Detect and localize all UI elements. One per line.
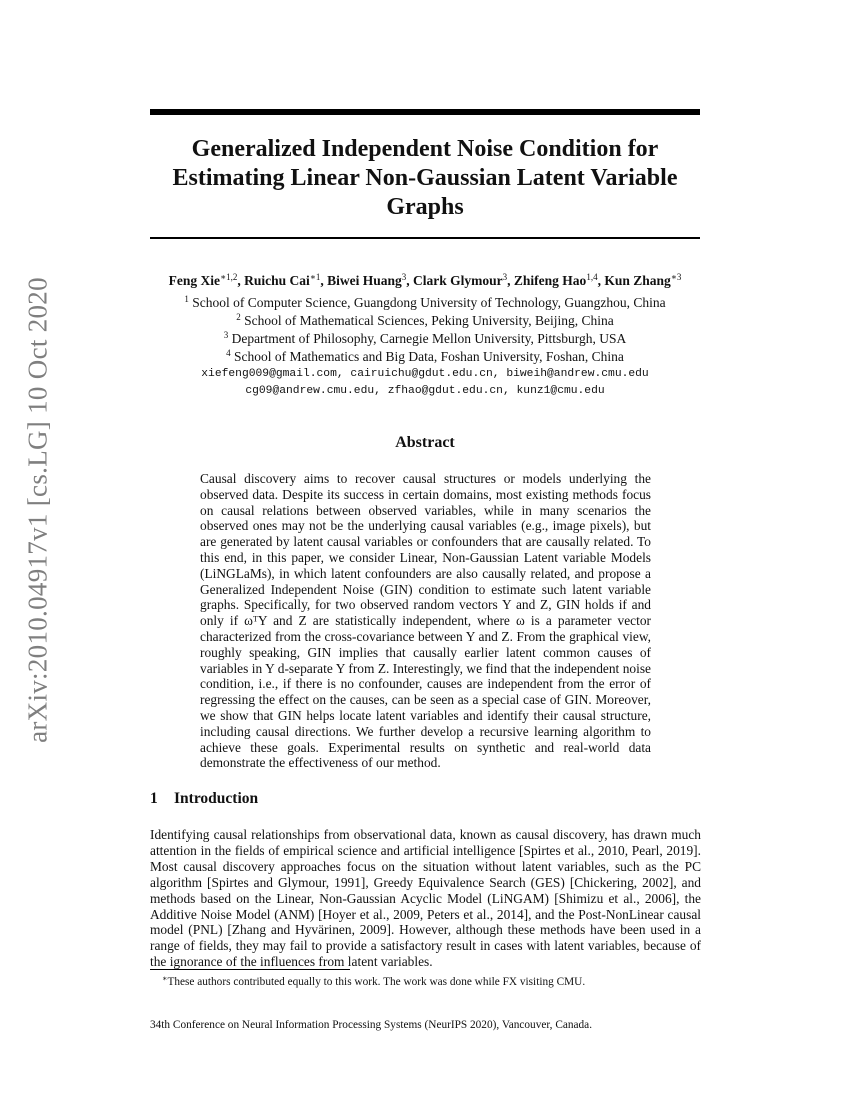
author: Clark Glymour$^3$, [413,272,514,288]
footnote: ∗These authors contributed equally to this work. The work was done while FX visiting CMU. [162,974,586,988]
abstract-heading: Abstract [395,434,455,451]
author-list [150,273,700,289]
author: Feng Xie$^{∗1,2}$, [168,272,245,288]
author: Biwei Huang$^3$, [327,272,414,288]
paper-title: Generalized Independent Noise Condition for Estimating Linear Non-Gaussian Latent Variable Graphs [172,136,678,220]
footnote-rule [150,969,350,970]
affiliation: $^2$ School of Mathematical Sciences, Peking University, Beijing, China [236,312,614,328]
affiliation: $^4$ School of Mathematics and Big Data, Foshan University, Foshan, China [226,348,624,364]
author: Kun Zhang$^{∗3}$ [604,272,682,288]
author: Zhifeng Hao$^{1,4}$, [513,272,605,288]
conference-venue: 34th Conference on Neural Information Processing Systems (NeurIPS 2020), Vancouver, Canada. [150,1019,593,1031]
affiliation: $^1$ School of Computer Science, Guangdong University of Technology, Guangzhou, China [184,294,666,310]
title-bottom-rule [150,237,700,239]
arxiv-identifier: arXiv:2010.04917v1 [cs.LG] 10 Oct 2020 [22,277,53,743]
introduction-body: Identifying causal relationships from observational data, known as causal discovery, has drawn much attention in the fields of empirical science and artificial intelligence [Spirtes et al., 2010, Pearl, 2019]. Most causal discovery approaches focus on the situation without latent variables, such as the PC algorithm [Spirtes and Glymour, 1991], Greedy Equivalence Search (GES) [Chickering, 2002], and methods based on the Linear, Non-Gaussian Acyclic Model (LiNGAM) [Shimizu et al., 2006], the Additive Noise Model (ANM) [Hoyer et al., 2009, Peters et al., 2014], and the Post-NonLinear causal model (PNL) [Zhang and Hyvärinen, 2009]. However, although these methods have been used in a range of fields, they may fail to provide a satisfactory result in cases with latent variables, because of the ignorance of the influences from latent variables. [150,827,701,970]
email-list [150,366,700,400]
email-line: xiefeng009@gmail.com, cairuichu@gdut.edu.cn, biweih@andrew.cmu.edu [201,368,649,380]
title-top-rule [150,109,700,115]
affiliation: $^3$ Department of Philosophy, Carnegie Mellon University, Pittsburgh, USA [223,330,627,346]
section-heading: 1 Introduction [150,790,259,807]
affiliation-list [150,294,700,366]
author: Ruichu Cai$^{∗1}$, [244,272,328,288]
email-line: cg09@andrew.cmu.edu, zfhao@gdut.edu.cn, kunz1@cmu.edu [245,385,605,397]
abstract-body: Causal discovery aims to recover causal structures or models underlying the observed data. Despite its success in certain domains, most existing methods focus on causal relations between observed variables, while in many scenarios the observed ones may not be the underlying causal variables (e.g., image pixels), but are generated by latent causal variables or confounders that are causally related. To this end, in this paper, we consider Linear, Non-Gaussian Latent variable Models (LiNGLaMs), in which latent confounders are also causally related, and propose a Generalized Independent Noise (GIN) condition to estimate such latent variable graphs. Specifically, for two observed random vectors Y and Z, GIN holds if and only if ωᵀY and Z are statistically independent, where ω is a parameter vector characterized from the cross-covariance between Y and Z. From the graphical view, roughly speaking, GIN implies that causally earlier latent common causes of variables in Y d-separate Y from Z. Interestingly, we find that the independent noise condition, i.e., if there is no confounder, causes are independent from the error of regressing the effect on the causes, can be seen as a special case of GIN. Moreover, we show that GIN helps locate latent variables and identify their causal structure, including causal directions. We further develop a recursive learning algorithm to achieve these goals. Experimental results on synthetic and real-world data demonstrate the effectiveness of our method. [200,471,651,771]
